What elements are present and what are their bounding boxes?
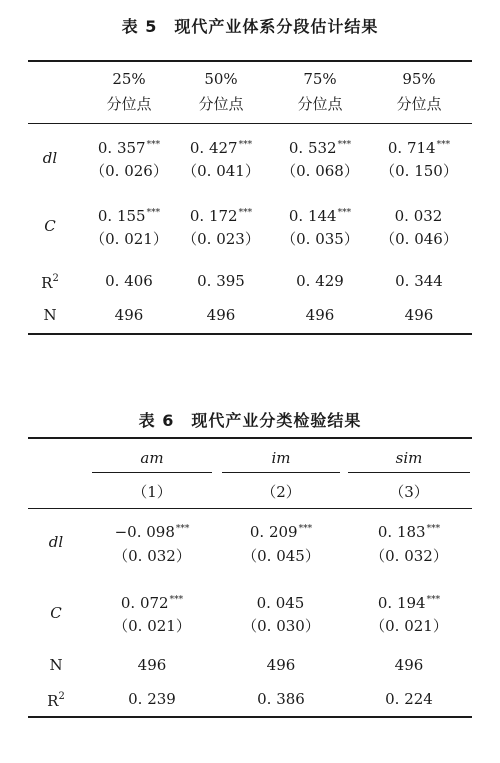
table5-header-rule <box>28 123 472 124</box>
table5-dl-coef-4: 0. 714*** <box>387 139 451 157</box>
table5-dl-se-2: （0. 041） <box>182 162 260 180</box>
table6-number-1: （1） <box>132 483 172 501</box>
table5-row-label-c: C <box>44 217 56 235</box>
table6-n-1: 496 <box>137 656 167 674</box>
table5-dl-se-4: （0. 150） <box>380 162 458 180</box>
table6-dl-coef-2: 0. 209*** <box>249 523 313 541</box>
table5-row-label-r2: $R^2$ <box>41 273 59 292</box>
table5-c-coef-4: 0. 032 <box>394 207 443 225</box>
table5-c-coef-1: 0. 155*** <box>97 207 161 225</box>
table5-header-1-line2: 分位点 <box>106 95 152 113</box>
table6-title: 表 6 现代产业分类检验结果 <box>138 411 362 430</box>
table5-header-2-line1: 50% <box>204 70 238 88</box>
table6-top-rule <box>28 437 472 439</box>
table5-r2-2: 0. 395 <box>197 272 245 290</box>
table5-dl-coef-1: 0. 357*** <box>97 139 161 157</box>
table6-number-3: （3） <box>389 483 429 501</box>
table5-bottom-rule <box>28 333 472 335</box>
table6-c-se-3: （0. 021） <box>370 617 448 635</box>
table6-bottom-rule <box>28 716 472 718</box>
table5-r2-4: 0. 344 <box>395 272 443 290</box>
table5-dl-se-3: （0. 068） <box>281 162 359 180</box>
table5-title: 表 5 现代产业体系分段估计结果 <box>121 17 379 36</box>
table6-c-coef-2: 0. 045 <box>256 594 305 612</box>
table5-n-2: 496 <box>206 306 236 324</box>
table5-r2-3: 0. 429 <box>296 272 344 290</box>
table5-dl-se-1: （0. 026） <box>90 162 168 180</box>
table6-header-sim: sim <box>395 449 423 467</box>
table5-header-4-line1: 95% <box>402 70 436 88</box>
table6-dl-se-1: （0. 032） <box>113 547 191 565</box>
table6-dl-se-3: （0. 032） <box>370 547 448 565</box>
table6-c-coef-3: 0. 194*** <box>377 594 441 612</box>
table5-header-4-line2: 分位点 <box>396 95 442 113</box>
table5-n-4: 496 <box>404 306 434 324</box>
table6-n-3: 496 <box>394 656 424 674</box>
table5-n-1: 496 <box>114 306 144 324</box>
table5-row-label-n: N <box>43 306 57 324</box>
table6-subrule-1 <box>92 472 212 473</box>
table6-row-label-r2: $R^2$ <box>47 691 65 710</box>
table6-dl-coef-3: 0. 183*** <box>377 523 441 541</box>
table6-number-2: （2） <box>261 483 301 501</box>
table6-r2-1: 0. 239 <box>128 690 176 708</box>
table6-row-label-n: N <box>49 656 63 674</box>
table6-subrule-2 <box>222 472 340 473</box>
table6-n-2: 496 <box>266 656 296 674</box>
table5-row-label-dl: dl <box>42 149 58 167</box>
table5-c-se-4: （0. 046） <box>380 230 458 248</box>
table6-c-se-2: （0. 030） <box>242 617 320 635</box>
table5-c-se-3: （0. 035） <box>281 230 359 248</box>
table5-top-rule <box>28 60 472 62</box>
table6-c-se-1: （0. 021） <box>113 617 191 635</box>
table5-header-3-line1: 75% <box>303 70 337 88</box>
table6-subrule-3 <box>348 472 470 473</box>
table5-c-coef-3: 0. 144*** <box>288 207 352 225</box>
table5-n-3: 496 <box>305 306 335 324</box>
table6-header-am: am <box>140 449 164 467</box>
table5-dl-coef-3: 0. 532*** <box>288 139 352 157</box>
table6-row-label-dl: dl <box>48 533 64 551</box>
table5-header-3-line2: 分位点 <box>297 95 343 113</box>
table6-header-im: im <box>271 449 291 467</box>
table6-header-rule <box>28 508 472 509</box>
table5-c-se-1: （0. 021） <box>90 230 168 248</box>
table6-dl-coef-1: −0. 098*** <box>114 523 190 541</box>
table6-c-coef-1: 0. 072*** <box>120 594 184 612</box>
table5-c-se-2: （0. 023） <box>182 230 260 248</box>
table5-dl-coef-2: 0. 427*** <box>189 139 253 157</box>
table5-c-coef-2: 0. 172*** <box>189 207 253 225</box>
table5-header-2-line2: 分位点 <box>198 95 244 113</box>
table6-r2-2: 0. 386 <box>257 690 305 708</box>
table5-r2-1: 0. 406 <box>105 272 153 290</box>
table5-header-1-line1: 25% <box>112 70 146 88</box>
table6-row-label-c: C <box>50 604 62 622</box>
table6-r2-3: 0. 224 <box>385 690 433 708</box>
table6-dl-se-2: （0. 045） <box>242 547 320 565</box>
